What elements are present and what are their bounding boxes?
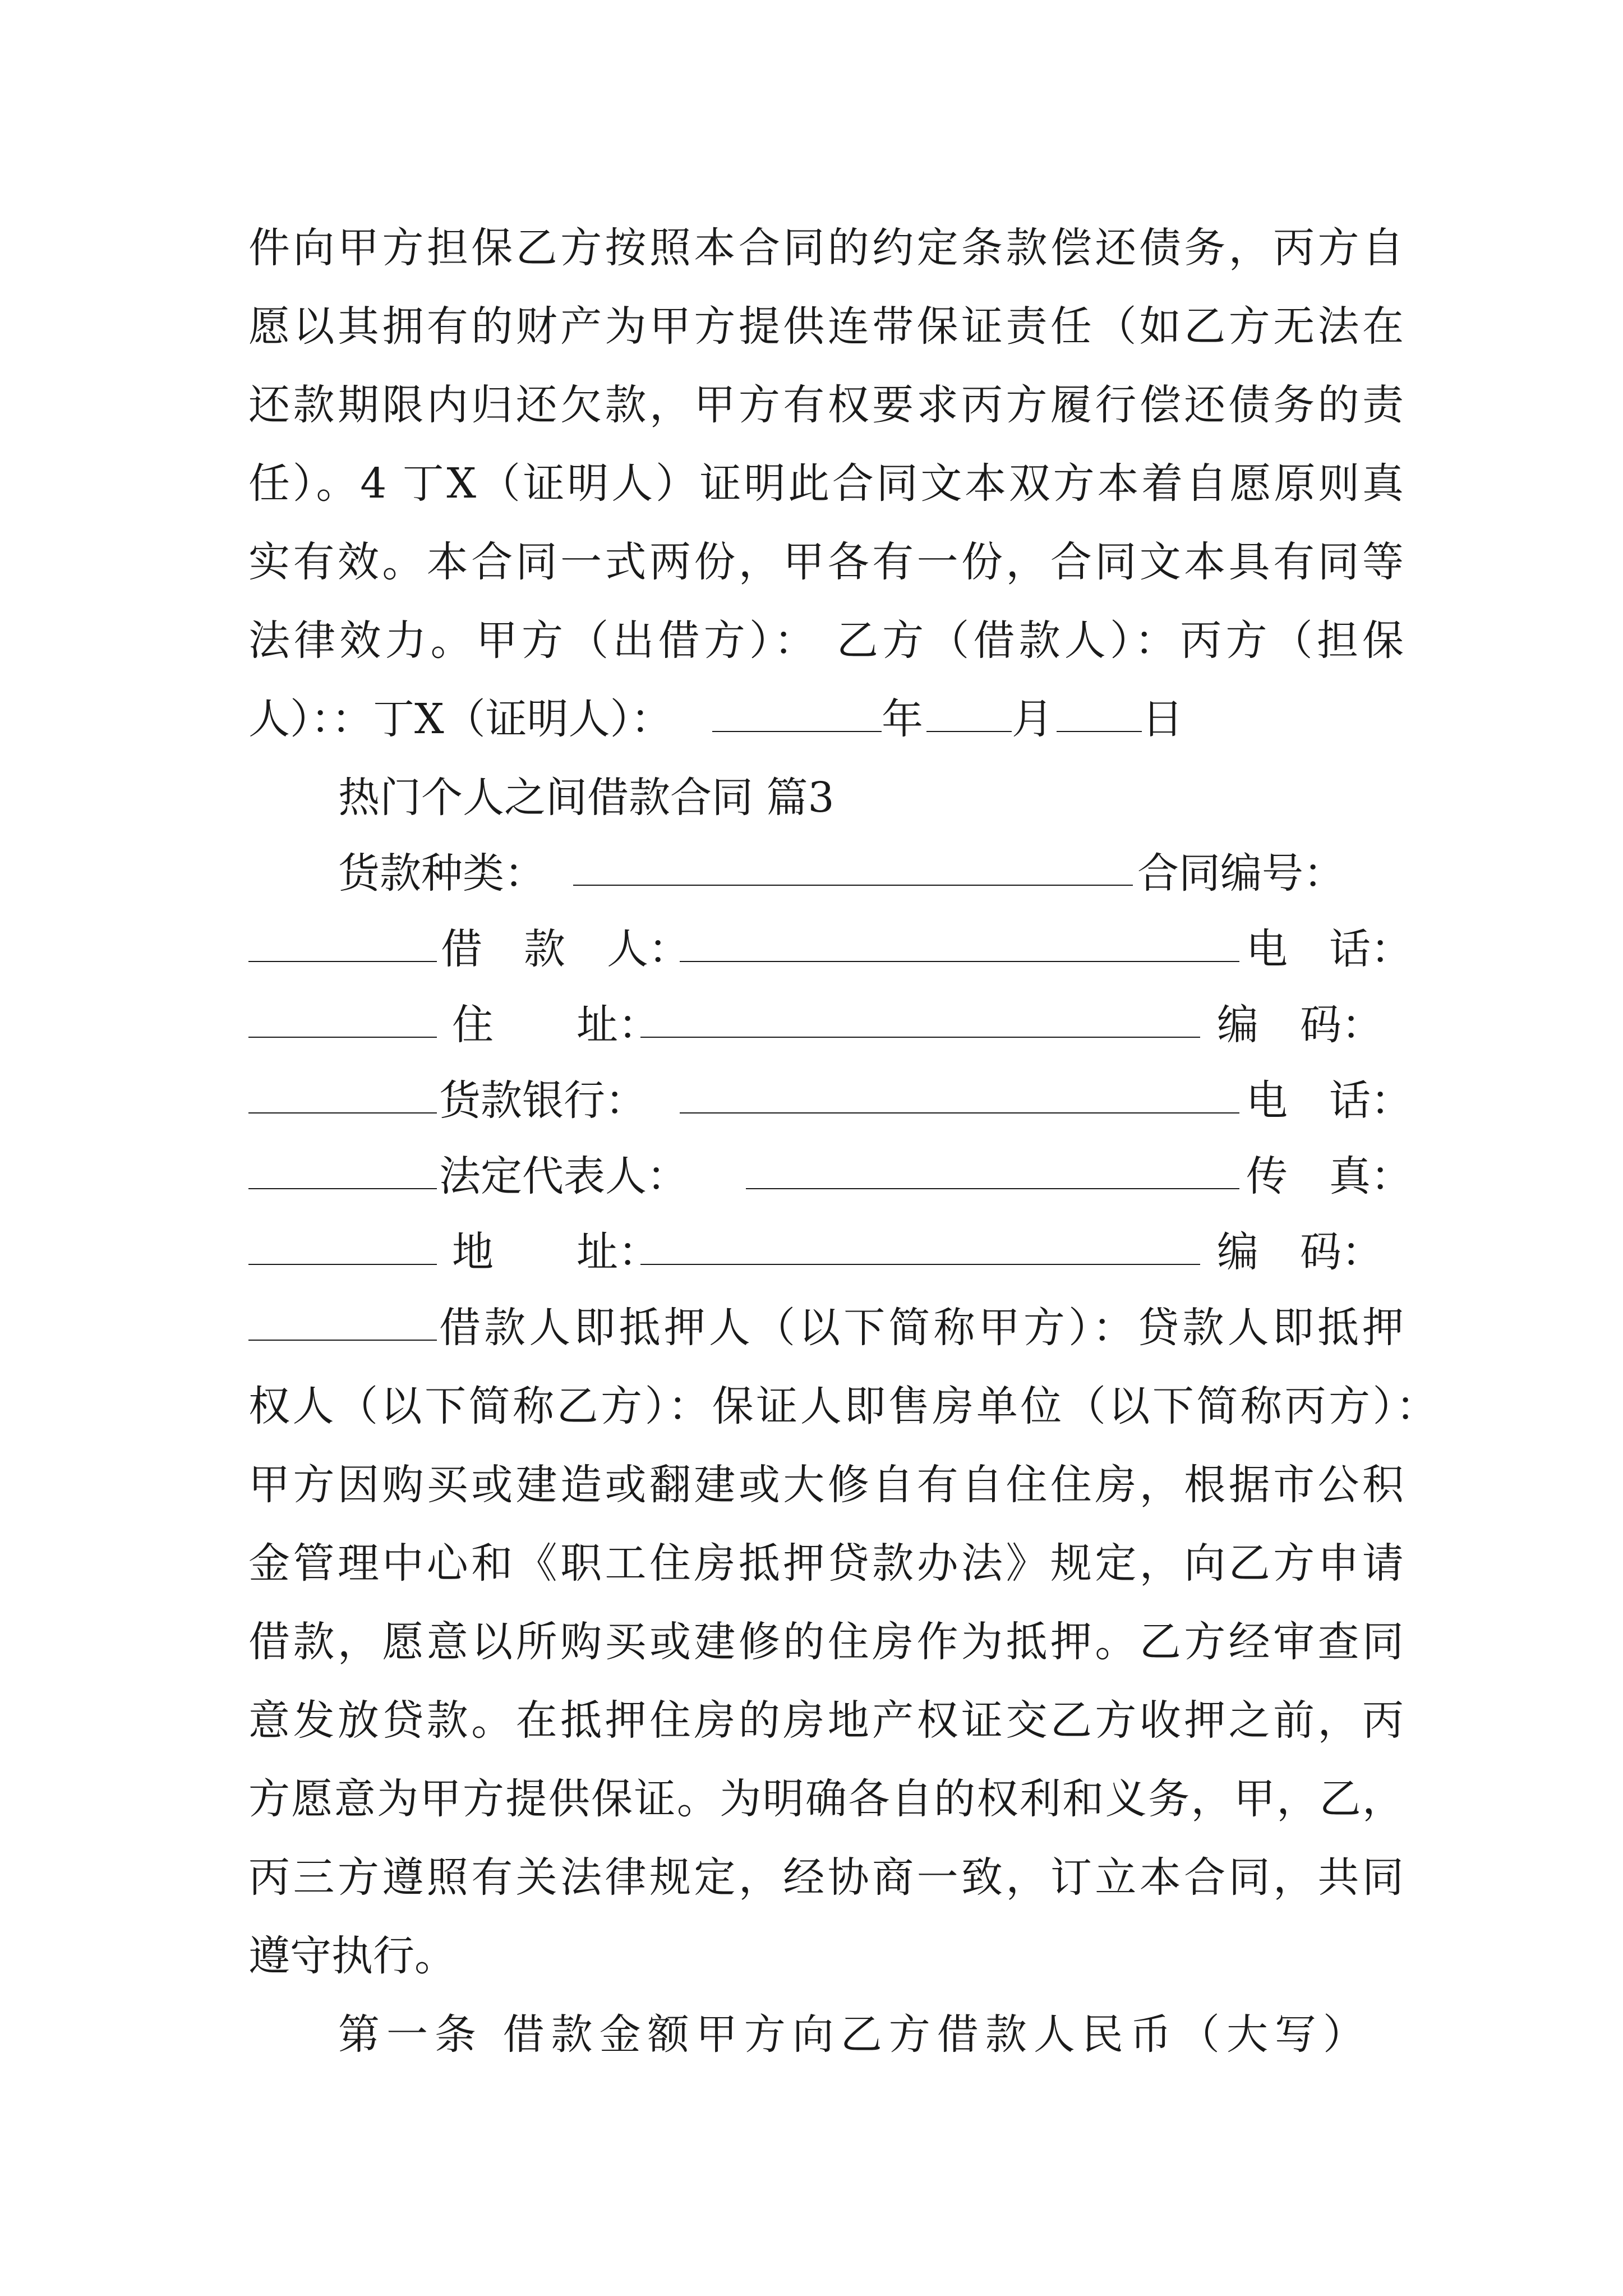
paragraph-line: 借款人即抵押人（以下简称甲方）：贷款人即抵押 xyxy=(439,1304,1404,1352)
paragraph-line: 方愿意为甲方提供保证。为明确各自的权利和义务，甲，乙， xyxy=(248,1775,1404,1823)
legal-rep-label: 法定代表人： xyxy=(439,1152,688,1200)
bank-blank xyxy=(680,1112,1239,1114)
loan-type-label: 货款种类： xyxy=(338,849,546,898)
address2-blank xyxy=(640,1264,1200,1265)
fax-label: 传 真： xyxy=(1246,1152,1412,1200)
signature-line xyxy=(248,680,1404,758)
postcode2-label: 编 码： xyxy=(1217,1228,1383,1276)
bank-label: 货款银行： xyxy=(439,1076,647,1125)
address-label: 住 址： xyxy=(452,1001,660,1049)
signature-prefix: 人）：：丁X（证明人）： xyxy=(248,695,672,743)
borrower-label: 借 款 人： xyxy=(441,925,690,973)
blank-underline xyxy=(248,1264,437,1265)
paragraph-line: 权人（以下简称乙方）：保证人即售房单位（以下简称丙方）： xyxy=(248,1382,1437,1430)
loan-type-blank xyxy=(573,885,1133,886)
address2-label: 地 址： xyxy=(452,1228,660,1276)
contract-no-label: 合同编号： xyxy=(1137,849,1345,898)
paragraph-line: 愿以其拥有的财产为甲方提供连带保证责任（如乙方无法在 xyxy=(248,302,1404,351)
address-blank xyxy=(640,1037,1200,1038)
paragraph-line: 意发放贷款。在抵押住房的房地产权证交乙方收押之前，丙 xyxy=(248,1696,1404,1745)
blank-underline xyxy=(248,1037,437,1038)
month-label: 月 xyxy=(1012,695,1053,743)
paragraph-line: 件向甲方担保乙方按照本合同的约定条款偿还债务，丙方自 xyxy=(248,224,1404,272)
paragraph-line: 甲方因购买或建造或翻建或大修自有自住住房，根据市公积 xyxy=(248,1461,1404,1509)
legal-rep-blank xyxy=(746,1188,1239,1189)
day-label: 日 xyxy=(1142,695,1183,743)
paragraph-line: 借款，愿意以所购买或建修的住房作为抵押。乙方经审查同 xyxy=(248,1618,1404,1666)
paragraph-line: 金管理中心和《职工住房抵押贷款办法》规定，向乙方申请 xyxy=(248,1539,1404,1588)
blank-underline xyxy=(248,1112,437,1114)
paragraph-line: 实有效。本合同一式两份，甲各有一份，合同文本具有同等 xyxy=(248,538,1404,586)
phone2-label: 电 话： xyxy=(1246,1076,1412,1125)
borrower-blank xyxy=(680,961,1239,962)
postcode-label: 编 码： xyxy=(1217,1001,1383,1049)
blank-underline xyxy=(248,1188,437,1189)
article-1-title: 第一条 借款金额甲方向乙方借款人民币（大写） xyxy=(338,2010,1364,2059)
blank-underline xyxy=(1057,731,1142,732)
phone-label: 电 话： xyxy=(1246,925,1412,973)
paragraph-line: 遵守执行。 xyxy=(248,1932,456,1980)
blank-underline xyxy=(712,731,882,732)
paragraph-line: 丙三方遵照有关法律规定，经协商一致，订立本合同，共同 xyxy=(248,1853,1404,1902)
paragraph-line: 还款期限内归还欠款，甲方有权要求丙方履行偿还债务的责 xyxy=(248,381,1404,429)
paragraph-line: 任）。4 丁X（证明人）证明此合同文本双方本着自愿原则真 xyxy=(248,459,1404,508)
blank-underline xyxy=(248,1340,437,1341)
blank-underline xyxy=(926,731,1012,732)
blank-underline xyxy=(248,961,437,962)
year-label: 年 xyxy=(882,695,923,743)
paragraph-line: 法律效力。甲方（出借方）： 乙方（借款人）：丙方（担保 xyxy=(248,616,1404,665)
section-heading: 热门个人之间借款合同 篇3 xyxy=(338,774,834,822)
